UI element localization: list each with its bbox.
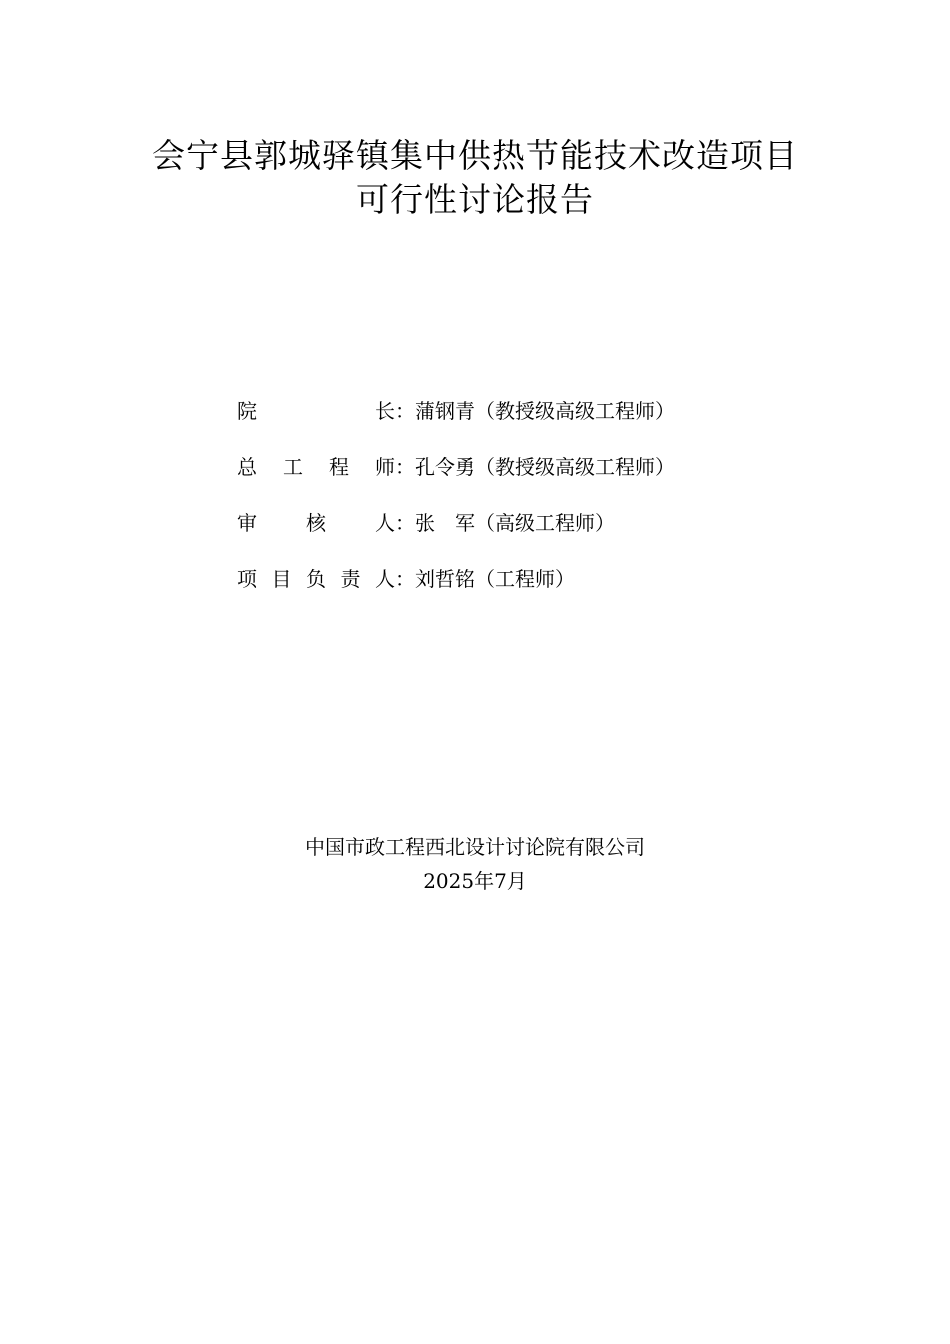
- footer: [0, 830, 950, 898]
- role-label: 总 工 程 师: [237, 454, 395, 479]
- organization-name: 中国市政工程西北设计讨论院有限公司: [305, 835, 645, 859]
- personnel-list: [237, 381, 757, 605]
- role-label: 项 目 负 责 人: [237, 566, 395, 591]
- role-value: 刘哲铭（工程师）: [415, 566, 575, 591]
- title-line-2: 可行性讨论报告: [356, 180, 594, 219]
- personnel-row-reviewer: 审 核 人 ： 张 军（高级工程师）: [237, 493, 757, 549]
- personnel-row-president: 院 长 ： 蒲钢青（教授级高级工程师）: [237, 381, 757, 437]
- personnel-row-chief-engineer: 总 工 程 师 ： 孔令勇（教授级高级工程师）: [237, 437, 757, 493]
- role-value: 蒲钢青（教授级高级工程师）: [415, 398, 675, 423]
- role-value: 孔令勇（教授级高级工程师）: [415, 454, 675, 479]
- report-date: 2025年7月: [423, 869, 527, 893]
- role-label: 审 核 人: [237, 510, 395, 535]
- document-title: [0, 134, 950, 222]
- title-line-1: 会宁县郭城驿镇集中供热节能技术改造项目: [152, 136, 798, 175]
- personnel-row-project-lead: 项 目 负 责 人 ： 刘哲铭（工程师）: [237, 549, 757, 605]
- role-value: 张 军（高级工程师）: [415, 510, 615, 535]
- role-label: 院 长: [237, 398, 395, 423]
